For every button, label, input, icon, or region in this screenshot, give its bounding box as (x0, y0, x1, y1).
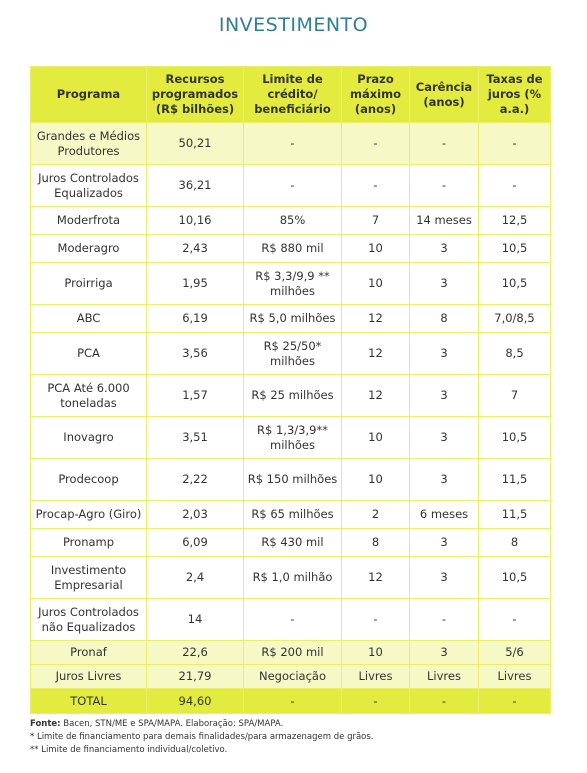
cell-carencia: 3 (410, 417, 479, 459)
cell-recursos: 22,6 (147, 641, 244, 665)
header-taxas: Taxas de juros (% a.a.) (479, 67, 551, 123)
table-row (31, 501, 551, 529)
cell-recursos: 14 (147, 599, 244, 641)
cell-carencia: 8 (410, 305, 479, 333)
cell-limite: R$ 5,0 milhões (244, 305, 342, 333)
cell-prazo: 7 (342, 207, 410, 235)
table-row (31, 263, 551, 305)
cell-prazo: 10 (342, 263, 410, 305)
cell-prazo: - (342, 165, 410, 207)
cell-taxas: 10,5 (479, 557, 551, 599)
table-row (31, 665, 551, 689)
cell-recursos: 2,43 (147, 235, 244, 263)
header-limite: Limite de crédito/ beneficiário (244, 67, 342, 123)
cell-programa: Moderfrota (31, 207, 147, 235)
cell-taxas: Livres (479, 665, 551, 689)
cell-limite: - (244, 123, 342, 165)
table-row (31, 333, 551, 375)
cell-programa: PCA Até 6.000 toneladas (31, 375, 147, 417)
cell-limite: 85% (244, 207, 342, 235)
cell-prazo: - (342, 123, 410, 165)
table-header (31, 67, 551, 123)
cell-taxas: 8,5 (479, 333, 551, 375)
table-row (31, 207, 551, 235)
cell-limite: Negociação (244, 665, 342, 689)
cell-taxas: 5/6 (479, 641, 551, 665)
page-title: INVESTIMENTO (218, 14, 369, 36)
table-row (31, 529, 551, 557)
table-row (31, 641, 551, 665)
cell-taxas: 10,5 (479, 235, 551, 263)
cell-recursos: 3,56 (147, 333, 244, 375)
cell-programa: Pronamp (31, 529, 147, 557)
footnote-double-asterisk: ** Limite de financiamento individual/coletivo. (30, 745, 228, 755)
cell-carencia: - (410, 165, 479, 207)
cell-programa: Pronaf (31, 641, 147, 665)
cell-recursos: 1,95 (147, 263, 244, 305)
source-note (30, 718, 570, 731)
table-row (31, 165, 551, 207)
table-row (31, 557, 551, 599)
cell-carencia: 3 (410, 459, 479, 501)
cell-prazo: 12 (342, 305, 410, 333)
cell-recursos: 94,60 (147, 689, 244, 714)
table-row (31, 235, 551, 263)
cell-limite: R$ 25 milhões (244, 375, 342, 417)
cell-prazo: 12 (342, 557, 410, 599)
cell-taxas: - (479, 689, 551, 714)
header-recursos: Recursos programados (R$ bilhões) (147, 67, 244, 123)
cell-taxas: 12,5 (479, 207, 551, 235)
cell-limite: R$ 200 mil (244, 641, 342, 665)
cell-taxas: - (479, 123, 551, 165)
cell-programa: Prodecoop (31, 459, 147, 501)
cell-recursos: 2,4 (147, 557, 244, 599)
cell-limite: - (244, 599, 342, 641)
cell-limite: - (244, 165, 342, 207)
cell-carencia: 3 (410, 375, 479, 417)
cell-programa: Inovagro (31, 417, 147, 459)
cell-prazo: 10 (342, 417, 410, 459)
cell-recursos: 10,16 (147, 207, 244, 235)
cell-prazo: 8 (342, 529, 410, 557)
cell-limite: R$ 65 milhões (244, 501, 342, 529)
table-row (31, 123, 551, 165)
cell-carencia: 3 (410, 235, 479, 263)
cell-recursos: 3,51 (147, 417, 244, 459)
total-row (31, 689, 551, 714)
cell-programa: TOTAL (31, 689, 147, 714)
cell-taxas: - (479, 599, 551, 641)
cell-programa: Juros Controlados Equalizados (31, 165, 147, 207)
investment-table (30, 66, 551, 714)
header-programa: Programa (31, 67, 147, 123)
table-row (31, 375, 551, 417)
cell-limite: R$ 1,0 milhão (244, 557, 342, 599)
cell-programa: Juros Livres (31, 665, 147, 689)
cell-recursos: 6,19 (147, 305, 244, 333)
cell-taxas: 10,5 (479, 263, 551, 305)
cell-prazo: - (342, 689, 410, 714)
cell-carencia: - (410, 599, 479, 641)
cell-programa: Grandes e Médios Produtores (31, 123, 147, 165)
cell-prazo: 2 (342, 501, 410, 529)
cell-taxas: 10,5 (479, 417, 551, 459)
cell-carencia: Livres (410, 665, 479, 689)
cell-prazo: 12 (342, 333, 410, 375)
cell-recursos: 36,21 (147, 165, 244, 207)
cell-recursos: 1,57 (147, 375, 244, 417)
source-text: Bacen, STN/ME e SPA/MAPA. Elaboração: SPA/MAPA. (60, 719, 284, 729)
cell-taxas: 7 (479, 375, 551, 417)
cell-programa: Proirriga (31, 263, 147, 305)
table-body (31, 123, 551, 714)
cell-prazo: 12 (342, 375, 410, 417)
cell-programa: PCA (31, 333, 147, 375)
cell-carencia: 3 (410, 263, 479, 305)
cell-recursos: 6,09 (147, 529, 244, 557)
cell-limite: R$ 25/50* milhões (244, 333, 342, 375)
cell-prazo: Livres (342, 665, 410, 689)
cell-recursos: 50,21 (147, 123, 244, 165)
cell-limite: R$ 430 mil (244, 529, 342, 557)
header-carencia: Carência (anos) (410, 67, 479, 123)
cell-limite: R$ 150 milhões (244, 459, 342, 501)
cell-taxas: - (479, 165, 551, 207)
cell-taxas: 11,5 (479, 501, 551, 529)
table-row (31, 417, 551, 459)
cell-recursos: 2,22 (147, 459, 244, 501)
cell-prazo: 10 (342, 235, 410, 263)
cell-limite: R$ 880 mil (244, 235, 342, 263)
cell-carencia: 3 (410, 333, 479, 375)
cell-taxas: 8 (479, 529, 551, 557)
header-prazo: Prazo máximo (anos) (342, 67, 410, 123)
cell-carencia: 6 meses (410, 501, 479, 529)
cell-carencia: - (410, 123, 479, 165)
cell-prazo: 10 (342, 459, 410, 501)
cell-carencia: 3 (410, 641, 479, 665)
footnote-single-asterisk: * Limite de financiamento para demais finalidades/para armazenagem de grãos. (30, 732, 374, 742)
table-row (31, 305, 551, 333)
cell-taxas: 7,0/8,5 (479, 305, 551, 333)
cell-programa: Procap-Agro (Giro) (31, 501, 147, 529)
cell-programa: Moderagro (31, 235, 147, 263)
cell-recursos: 21,79 (147, 665, 244, 689)
cell-recursos: 2,03 (147, 501, 244, 529)
cell-carencia: 3 (410, 529, 479, 557)
header-row (31, 67, 551, 123)
table-row (31, 459, 551, 501)
cell-limite: - (244, 689, 342, 714)
table-row (31, 599, 551, 641)
cell-carencia: - (410, 689, 479, 714)
cell-limite: R$ 1,3/3,9** milhões (244, 417, 342, 459)
cell-carencia: 3 (410, 557, 479, 599)
cell-limite: R$ 3,3/9,9 ** milhões (244, 263, 342, 305)
cell-prazo: 10 (342, 641, 410, 665)
cell-programa: Investimento Empresarial (31, 557, 147, 599)
cell-carencia: 14 meses (410, 207, 479, 235)
cell-taxas: 11,5 (479, 459, 551, 501)
cell-programa: ABC (31, 305, 147, 333)
footnotes (30, 718, 570, 757)
cell-prazo: - (342, 599, 410, 641)
cell-programa: Juros Controlados não Equalizados (31, 599, 147, 641)
source-label: Fonte: (30, 719, 61, 729)
